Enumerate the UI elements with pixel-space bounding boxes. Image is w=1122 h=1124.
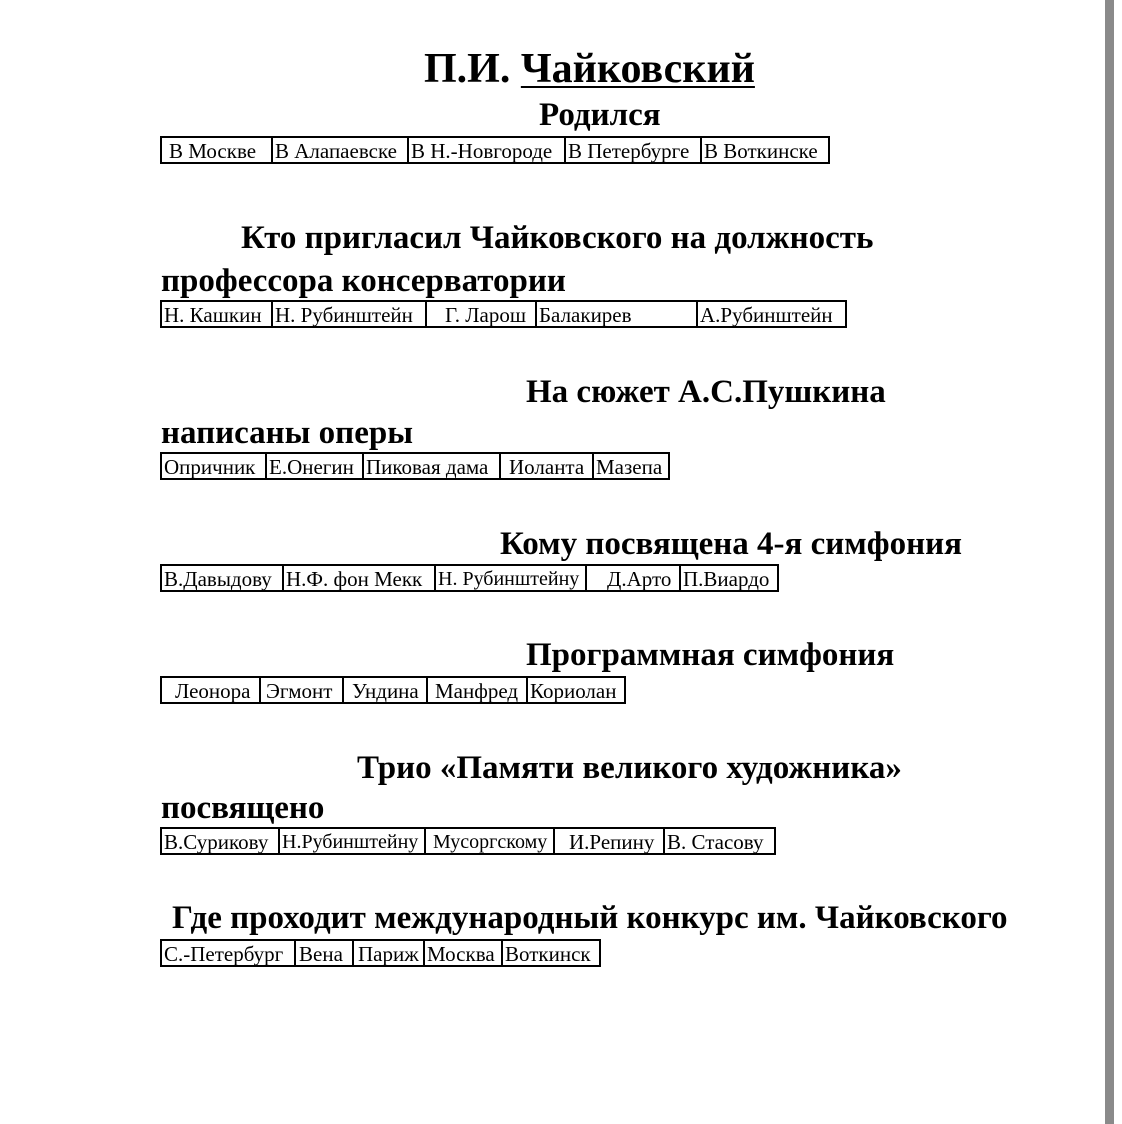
answer-option[interactable]: Ундина xyxy=(344,678,428,702)
question-1-answers xyxy=(160,136,830,164)
answer-option[interactable]: Н. Кашкин xyxy=(162,302,273,326)
question-6-answers xyxy=(160,827,776,855)
question-5-heading: Программная симфония xyxy=(526,637,895,673)
answer-option[interactable]: В Алапаевске xyxy=(273,138,409,162)
answer-option[interactable]: Вена xyxy=(296,941,354,965)
question-4-answers xyxy=(160,564,779,592)
answer-option[interactable]: Е.Онегин xyxy=(267,454,364,478)
question-7-heading: Где проходит международный конкурс им. Чайковского xyxy=(172,900,1008,936)
title-prefix: П.И. xyxy=(424,46,511,92)
answer-option[interactable]: Н.Рубинштейну xyxy=(280,829,426,853)
question-6-heading-line-1: Трио «Памяти великого художника» xyxy=(357,750,902,786)
answer-option[interactable]: П.Виардо xyxy=(683,567,770,590)
answer-option[interactable]: В Москве xyxy=(162,138,273,162)
answer-option[interactable]: Иоланта xyxy=(501,454,594,478)
question-1-heading: Родился xyxy=(539,97,661,133)
answer-option[interactable]: Мазепа xyxy=(596,455,663,478)
answer-option[interactable]: Леонора xyxy=(162,678,261,702)
answer-option[interactable]: Н. Рубинштейну xyxy=(436,566,587,590)
answer-option[interactable]: В Н.-Новгороде xyxy=(409,138,566,162)
answer-option[interactable]: В Петербурге xyxy=(566,138,702,162)
question-3-heading-line-2: написаны оперы xyxy=(161,415,413,451)
question-3-answers xyxy=(160,452,670,480)
answer-option[interactable]: С.-Петербург xyxy=(162,941,296,965)
answer-option[interactable]: А.Рубинштейн xyxy=(700,303,833,326)
answer-option[interactable]: Кориолан xyxy=(530,679,617,702)
answer-option[interactable]: Г. Ларош xyxy=(427,302,537,326)
answer-option[interactable]: Эгмонт xyxy=(261,678,344,702)
question-5-answers xyxy=(160,676,626,704)
answer-option[interactable]: Париж xyxy=(354,941,425,965)
answer-option[interactable]: В. Стасову xyxy=(667,830,764,853)
question-2-answers xyxy=(160,300,847,328)
answer-option[interactable]: Москва xyxy=(425,941,503,965)
answer-option[interactable]: Мусоргскому xyxy=(426,829,555,853)
answer-option[interactable]: И.Репину xyxy=(555,829,665,853)
answer-option[interactable]: Воткинск xyxy=(505,942,591,965)
question-2-heading-line-1: Кто пригласил Чайковского на должность xyxy=(241,220,874,256)
page-title xyxy=(424,48,755,90)
question-4-heading: Кому посвящена 4-я симфония xyxy=(500,526,962,562)
question-3-heading-line-1: На сюжет А.С.Пушкина xyxy=(526,374,886,410)
question-2-heading-line-2: профессора консерватории xyxy=(161,263,566,299)
answer-option[interactable]: В Воткинске xyxy=(704,139,818,162)
answer-option[interactable]: В.Сурикову xyxy=(162,829,280,853)
scrollbar-edge xyxy=(1105,0,1114,1124)
answer-option[interactable]: Манфред xyxy=(428,678,528,702)
answer-option[interactable]: В.Давыдову xyxy=(162,566,284,590)
answer-option[interactable]: Н. Рубинштейн xyxy=(273,302,427,326)
question-7-answers xyxy=(160,939,601,967)
answer-option[interactable]: Опричник xyxy=(162,454,267,478)
answer-option[interactable]: Пиковая дама xyxy=(364,454,501,478)
question-6-heading-line-2: посвящено xyxy=(161,790,325,826)
title-name: Чайковский xyxy=(520,46,755,92)
answer-option[interactable]: Д.Арто xyxy=(587,566,681,590)
answer-option[interactable]: Балакирев xyxy=(537,302,698,326)
answer-option[interactable]: Н.Ф. фон Мекк xyxy=(284,566,436,590)
